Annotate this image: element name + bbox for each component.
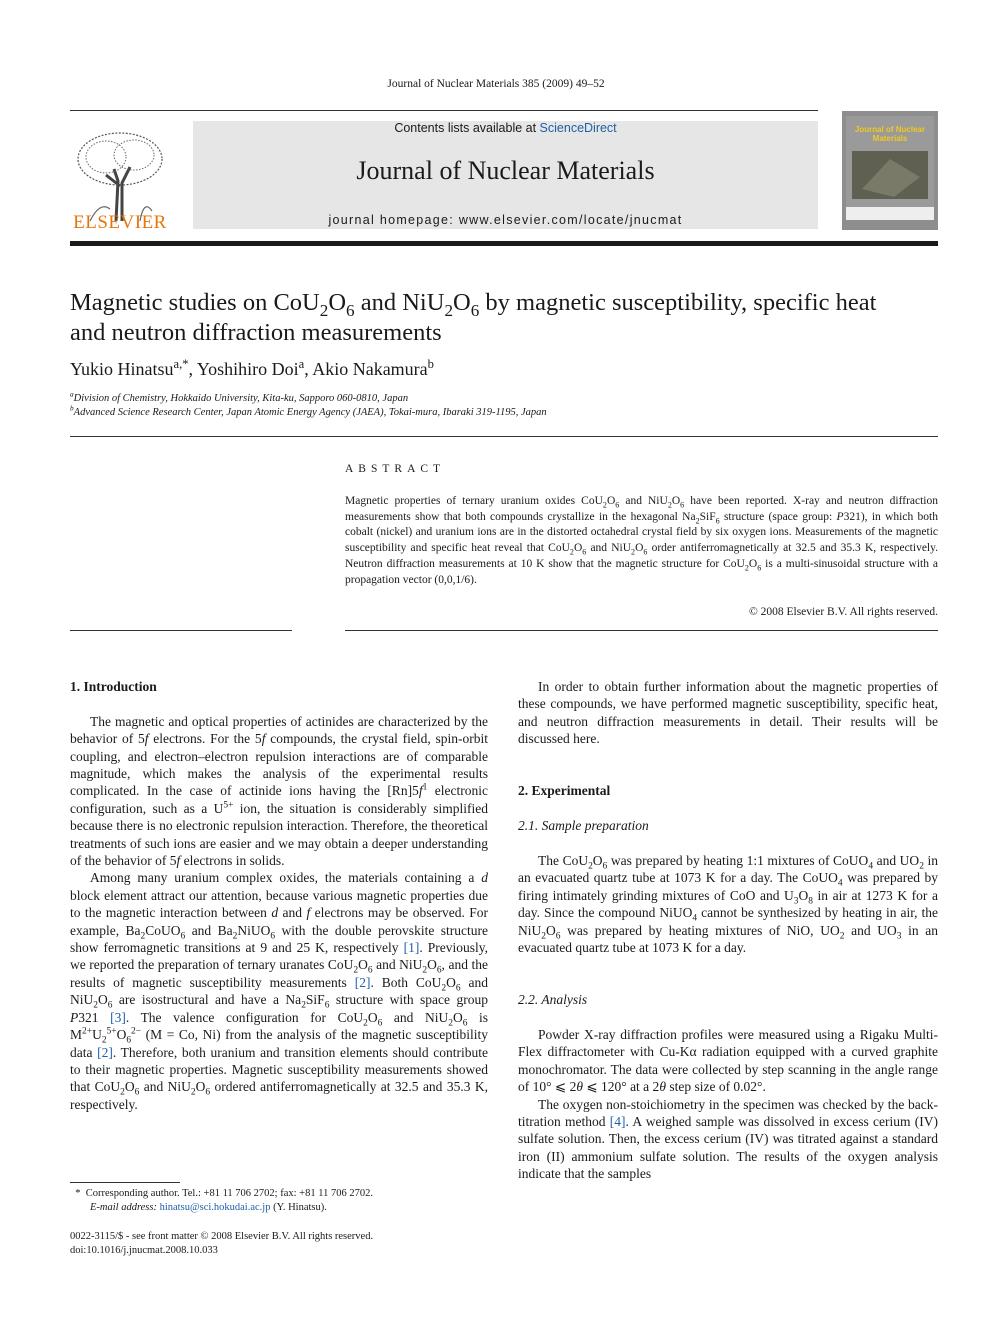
right-column-rule (345, 630, 938, 631)
journal-homepage[interactable]: journal homepage: www.elsevier.com/locate/jnucmat (328, 213, 683, 227)
email-link[interactable]: hinatsu@sci.hokudai.ac.jp (159, 1202, 271, 1213)
contents-prefix: Contents lists available at (394, 121, 540, 135)
author-name[interactable]: Akio Nakamura (312, 359, 428, 379)
email-line (70, 1201, 488, 1215)
paragraph: The magnetic and optical properties of actinides are characterized by the behavior of 5f electrons. For the 5f compounds, the crystal field, spin-orbit coupling, and electron–electron repulsion interactions are of comparable magnitude, which makes the analysis of the experimental results complicated. In the case of actinide ions having the $[Rn]5f^1$ electronic configuration, such as a $U^{5+}$ ion, the situation is considerably simplified because there is no electronic repulsion interaction. Therefore, the theoretical treatments of such ions are easier and we may obtain a deeper understanding of the behavior of 5f electrons in solids. (70, 713, 488, 869)
doi-line[interactable]: doi:10.1016/j.jnucmat.2008.10.033 (70, 1245, 218, 1256)
paragraph: Among many uranium complex oxides, the materials containing a d block element attract our attention, because various magnetic properties due to the magnetic interaction between d and f electrons may be observed. For example, $Ba_2CoUO_6$ and $Ba_2NiUO_6$ with the double perovskite structure show ferromagnetic transitions at 9 and 25 K, respectively [1]. Previously, we reported the preparation of ternary uranates $CoU_2O_6$ and $NiU_2O_6$, and the results of magnetic susceptibility measurements [2]. Both $CoU_2O_6$ and $NiU_2O_6$ are isostructural and have a $Na_2SiF_6$ structure with space group P321 [3]. The valence configuration for $CoU_2O_6$ and $NiU_2O_6$ is $M^{2+}U_2^{5+}O_6^{2-}$ (M = Co, Ni) from the analysis of the magnetic susceptibility data [2]. Therefore, both uranium and transition elements should contribute to their magnetic properties. Magnetic susceptibility measurements showed that $CoU_2O_6$ and $NiU_2O_6$ ordered antiferromagnetically at 32.5 and 35.3 K, respectively. (70, 870, 489, 1112)
abstract-heading: ABSTRACT (345, 463, 446, 475)
paragraph: In order to obtain further information about the magnetic properties of these compounds, we have performed magnetic susceptibility, specific heat, and neutron diffraction measurements in detail. Their results will be discussed here. (518, 679, 938, 747)
abstract-text: Magnetic properties of ternary uranium oxides $CoU_2O_6$ and $NiU_2O_6$ have been reported. X-ray and neutron diffraction measurements show that both compounds crystallize in the hexagonal $Na_2SiF_6$ structure (space group: P321), in which both cobalt (nickel) and uranium ions are in the distorted octahedral crystal field by six oxygen ions. Measurements of the magnetic susceptibility and specific heat reveal that $CoU_2O_6$ and $NiU_2O_6$ order antiferromagnetically at 32.5 and 35.3 K, respectively. Neutron diffraction measurements at 10 K show that the magnetic structure for $CoU_2O_6$ is a multi-sinusoidal structure with a propagation vector (0,0,1/6). (345, 495, 938, 586)
email-label: E-mail address: (90, 1202, 157, 1213)
sciencedirect-link[interactable]: ScienceDirect (539, 121, 617, 135)
body-column-left (70, 678, 488, 1113)
affiliation-text: Advanced Science Research Center, Japan Atomic Energy Agency (JAEA), Tokai-mura, Ibaraki 319-1195, Japan (73, 407, 547, 418)
email-owner: (Y. Hinatsu). (273, 1202, 327, 1213)
affiliation (70, 403, 940, 418)
section-rule (70, 436, 938, 437)
contents-line (193, 121, 818, 135)
issn-line: 0022-3115/$ - see front matter © 2008 Elsevier B.V. All rights reserved. (70, 1231, 374, 1242)
header-rule (70, 110, 818, 111)
journal-title: Journal of Nuclear Materials (356, 156, 655, 185)
paragraph: Powder X-ray diffraction profiles were measured using a Rigaku Multi-Flex diffractometer with Cu-Kα radiation equipped with a curved graphite monochromator. The data were collected by step scanning in the angle range of 10° ⩽ 2θ ⩽ 120° at a 2θ step size of 0.02°. (518, 1027, 938, 1095)
author-list: Yukio Hinatsu$^{a,*}$, Yoshihiro Doi$^a$, Akio Nakamura$^b$ (70, 357, 434, 379)
corresponding-author-note: * Corresponding author. Tel.: +81 11 706 2702; fax: +81 11 706 2702. (70, 1188, 373, 1199)
section-heading: 1. Introduction (70, 679, 157, 694)
article-title (70, 288, 940, 348)
affiliation-mark: a (70, 389, 74, 399)
paragraph: The oxygen non-stoichiometry in the specimen was checked by the back-titration method [4]. A weighed sample was dissolved in excess cerium (IV) sulfate solution. Then, the excess cerium (IV) was titrated against a standard iron (II) ammonium sulfate solution. The results of the oxygen analysis indicate that the samples (518, 1096, 938, 1182)
affiliation-text: Division of Chemistry, Hokkaido University, Kita-ku, Sapporo 060-0810, Japan (73, 393, 409, 404)
paragraph: The $CoU_2O_6$ was prepared by heating 1:1 mixtures of CoUO$_4$ and $UO_2$ in an evacuated quartz tube at 1073 K for a day. The CoUO$_4$ was prepared by firing intimately grinding mixtures of CoO and $U_3O_8$ in air at 1273 K for a day. Since the compound NiUO$_4$ cannot be synthesized by heating in air, the $NiU_2O_6$ was prepared by heating mixtures of NiO, $UO_2$ and $UO_3$ in an evacuated quartz tube at 1073 K for a day. (518, 853, 939, 956)
affiliation-mark: b (70, 403, 74, 413)
subsection-heading: 2.2. Analysis (518, 992, 588, 1008)
left-column-rule (70, 630, 292, 631)
article-title-line-1: Magnetic studies on $CoU_2O_6$ and $NiU_2O_6$ by magnetic susceptibility, specific heat (70, 289, 877, 320)
author-aff-mark[interactable]: a,* (173, 357, 189, 371)
author-aff-mark[interactable]: b (427, 357, 434, 371)
journal-citation: Journal of Nuclear Materials 385 (2009) 49–52 (387, 78, 605, 90)
cover-title: Journal of Nuclear Materials (854, 125, 926, 143)
header-thick-rule (70, 241, 938, 246)
author-name[interactable]: Yoshihiro Doi (196, 359, 299, 379)
body-column-right (518, 678, 938, 1183)
subsection-heading: 2.1. Sample preparation (518, 818, 649, 834)
abstract-copyright: © 2008 Elsevier B.V. All rights reserved. (749, 606, 938, 618)
author-aff-mark[interactable]: a (298, 357, 305, 371)
elsevier-wordmark: ELSEVIER (73, 212, 167, 233)
affiliation (70, 389, 940, 404)
article-title-line-2: and neutron diffraction measurements (70, 319, 442, 346)
footnote-rule (70, 1182, 180, 1183)
footnote (70, 1187, 488, 1215)
author-name[interactable]: Yukio Hinatsu (70, 359, 174, 379)
section-heading: 2. Experimental (518, 783, 611, 799)
front-matter (70, 1230, 488, 1258)
corresponding-author-text: Corresponding author. Tel.: +81 11 706 2702; fax: +81 11 706 2702. (85, 1188, 373, 1199)
